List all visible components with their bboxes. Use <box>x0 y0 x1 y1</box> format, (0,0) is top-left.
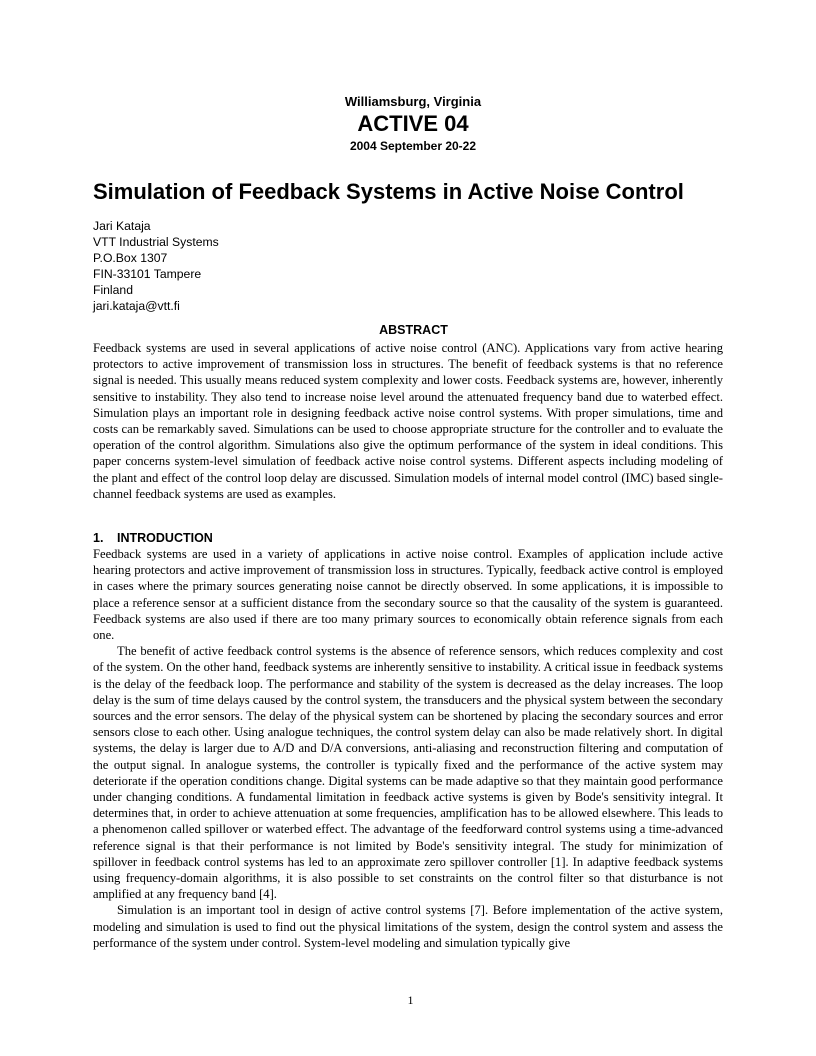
abstract-text: Feedback systems are used in several applications of active noise control (ANC). Applications vary from active hearing protectors to active improvement of transmission loss in structures. The benefit of feedback systems is that no reference signal is needed. This usually means reduced system complexity and lower costs. Feedback systems are, however, inherently sensitive to instability. They also tend to increase noise level around the attenuated frequency band due to waterbed effect. Simulation plays an important role in designing feedback active noise control systems. With proper simulations, time and costs can be remarkably saved. Simulations can be used to choose appropriate structure for the controller and to evaluate the operation of the control algorithm. Simulations also give the optimum performance of the system in ideal conditions. This paper concerns system-level simulation of feedback active noise control systems. Different aspects including modeling of the plant and effect of the control loop delay are discussed. Simulation models of internal model control (IMC) based single-channel feedback systems are used as examples. <box>93 341 723 501</box>
section-title: INTRODUCTION <box>117 531 213 545</box>
conference-date: 2004 September 20-22 <box>349 139 477 153</box>
author-affiliation: VTT Industrial Systems <box>93 235 219 249</box>
author-email: jari.kataja@vtt.fi <box>93 299 180 313</box>
abstract-heading: ABSTRACT <box>379 323 448 337</box>
conference-location: Williamsburg, Virginia <box>344 94 482 109</box>
paragraph: Simulation is an important tool in design of active control systems [7]. Before implementation of the active system, modeling and simulation is used to find out the physical limitations of the system, design the control system and assess the performance of the system under control. System-level modeling and simulation typically give <box>93 903 723 950</box>
author-address-city: FIN-33101 Tampere <box>93 267 202 281</box>
section-number: 1. <box>93 531 104 545</box>
page-number: 1 <box>407 993 414 1007</box>
author-block <box>93 218 219 314</box>
paragraph: The benefit of active feedback control systems is the absence of reference sensors, which reduces complexity and cost of the system. On the other hand, feedback systems are inherently sensitive to instability. A critical issue in feedback systems is the delay of the feedback loop. The performance and stability of the system is decreased as the delay increases. The loop delay is the sum of time delays caused by the control system, the transducers and the physical system between the secondary sources and the error sensors. The delay of the physical system can be shortened by placing the secondary sources and error sensors close to each other. Using analogue techniques, the control system delay can also be made relatively short. In digital systems, the delay is larger due to A/D and D/A conversions, anti-aliasing and reconstruction filtering and computation of the output signal. In analogue systems, the controller is typically fixed and the performance of the active system may deteriorate if the operation conditions change. Digital systems can be made adaptive so that they maintain good performance under changing conditions. A fundamental limitation in feedback active systems is given by Bode's sensitivity integral. It determines that, in order to achieve attenuation at some frequencies, amplification has to be allowed elsewhere. This leads to a phenomenon called spillover or waterbed effect. The advantage of the feedforward control systems using a time-advanced reference signal is that their performance is not limited by Bode's sensitivity integral. The study for minimization of spillover in feedback control systems has led to an approximate zero spillover controller [1]. In adaptive feedback systems using frequency-domain algorithms, it is also possible to set constraints on the control filter so that disturbance is not amplified at any frequency band [4]. <box>93 644 723 902</box>
author-address-box: P.O.Box 1307 <box>93 251 168 265</box>
conference-name: ACTIVE 04 <box>357 111 469 136</box>
introduction-body <box>93 546 723 951</box>
author-address-country: Finland <box>93 283 133 297</box>
author-name: Jari Kataja <box>93 219 151 233</box>
paper-title: Simulation of Feedback Systems in Active Noise Control <box>93 179 684 204</box>
section-heading <box>93 531 213 545</box>
paragraph: Feedback systems are used in a variety of applications in active noise control. Examples of application include active hearing protectors and active improvement of transmission loss in structures. Typically, feedback active control is employed in cases where the primary sources generating noise cannot be directly observed. In some applications, it is impossible to place a reference sensor at a sufficient distance from the secondary source so that the causality of the system is guaranteed. Feedback systems are also used if there are too many primary sources to economically obtain reference signals from each one. <box>93 547 723 643</box>
